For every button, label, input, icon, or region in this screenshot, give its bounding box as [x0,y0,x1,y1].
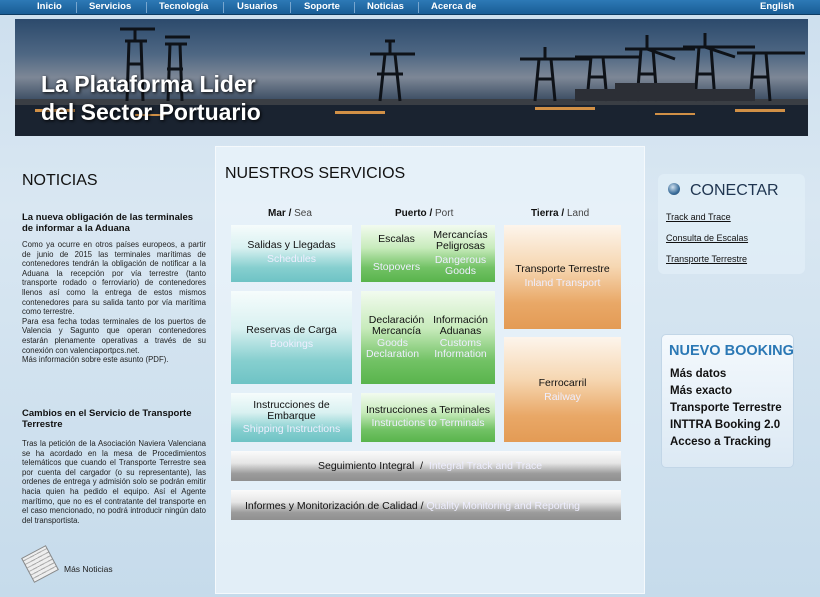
news-item-title[interactable]: Cambios en el Servicio de Transporte Terrestre [22,408,192,430]
nav-noticias[interactable]: Noticias [367,1,404,12]
news-more-info-link[interactable]: Más información sobre este asunto (PDF). [22,355,169,365]
nav-separator [290,2,291,13]
bar-informes-calidad[interactable]: Informes y Monitorización de Calidad / Quality Monitoring and Reporting [231,490,621,520]
booking-feature: INTTRA Booking 2.0 [670,419,781,431]
language-link-english[interactable]: English [760,1,795,12]
bar-seguimiento-integral[interactable]: Seguimiento Integral / Integral Track and Trace [231,451,621,481]
top-navigation [0,0,820,15]
news-item-title[interactable]: La nueva obligación de las terminales de informar a la Aduana [22,212,194,234]
link-consulta-escalas[interactable]: Consulta de Escalas [666,233,749,243]
link-track-and-trace[interactable]: Track and Trace [666,212,731,222]
tile-declaracion-informacion[interactable]: Declaración Mercancía Información Aduanas Goods Declaration Customs Information [361,291,495,384]
link-transporte-terrestre[interactable]: Transporte Terrestre [666,254,748,264]
tile-transporte-terrestre[interactable]: Transporte Terrestre Inland Transport [504,225,621,329]
banner-title-line2: del Sector Portuario [41,99,261,125]
news-item-2 [22,408,206,525]
column-header-land: Tierra / Land [531,208,590,219]
news-item-body: Para esa fecha todas terminales de los puertos de Valencia y Sagunto que operan contenedores estarán plenamente operativas a través de su conexión con valenciaportpcs.net. [22,316,206,355]
booking-feature: Más exacto [670,385,733,397]
column-header-sea: Mar / Sea [268,208,312,219]
tile-reservas-carga[interactable]: Reservas de Carga Bookings [231,291,352,384]
booking-heading: NUEVO BOOKING [669,343,794,359]
nav-tecnologia[interactable]: Tecnología [159,1,209,12]
tile-escalas-mercancias[interactable]: Escalas Mercancías Peligrosas Stopovers Dangerous Goods [361,225,495,282]
connect-heading: CONECTAR [690,182,779,199]
new-booking-box[interactable] [661,334,794,468]
news-column [22,172,206,574]
nav-usuarios[interactable]: Usuarios [237,1,278,12]
nav-separator [354,2,355,13]
news-item-body: Como ya ocurre en otros países europeos, a partir de junio de 2015 las terminales marítimas de contenedores tendrán la obligación de notificar a la Aduana la recepción por vía terrestre (tanto transporte rodado o ferroviario) de contenedores llenos así como la entrega de estos mismos contenedores para su salida tanto por vía marítima como terrestre. [22,240,206,317]
tile-instrucciones-terminales[interactable]: Instrucciones a Terminales Instructions to Terminals [361,393,495,442]
news-heading: NOTICIAS [22,172,98,189]
booking-feature: Transporte Terrestre [670,402,782,414]
more-news-label: Más Noticias [64,564,113,574]
port-banner [15,19,808,136]
nav-separator [418,2,419,13]
tile-instrucciones-embarque[interactable]: Instrucciones de Embarque Shipping Instructions [231,393,352,442]
connect-box [658,174,805,274]
nav-separator [146,2,147,13]
globe-icon [668,183,680,195]
tile-salidas-llegadas[interactable]: Salidas y Llegadas Schedules [231,225,352,282]
nav-separator [76,2,77,13]
booking-feature: Más datos [670,368,727,380]
column-header-port: Puerto / Port [395,208,454,219]
nav-inicio[interactable]: Inicio [37,1,62,12]
nav-acerca-de[interactable]: Acerca de [431,1,477,12]
booking-feature: Acceso a Tracking [670,436,771,448]
news-item-body: Tras la petición de la Asociación Naviera Valenciana se ha acordado en la mesa de Procedimientos telemáticos que cuando el Transporte Terrestre sea por cuenta del cargador (o su representante), las ordenes de entrega y admisión solo se podrán emitir hacia quien ha pedido el equipo. Así el Agente marítimo, que no es el contratante del transporte en el caso mencionado, no podrá introducir ningún dato del transportista. [22,439,206,525]
nav-soporte[interactable]: Soporte [304,1,340,12]
services-heading: NUESTROS SERVICIOS [225,165,406,182]
services-panel [215,146,645,594]
tile-ferrocarril[interactable]: Ferrocarril Railway [504,337,621,442]
newspaper-icon [21,545,59,583]
nav-separator [223,2,224,13]
nav-servicios[interactable]: Servicios [89,1,132,12]
banner-title-line1: La Plataforma Lider [41,71,256,97]
more-news-link[interactable] [22,544,172,584]
